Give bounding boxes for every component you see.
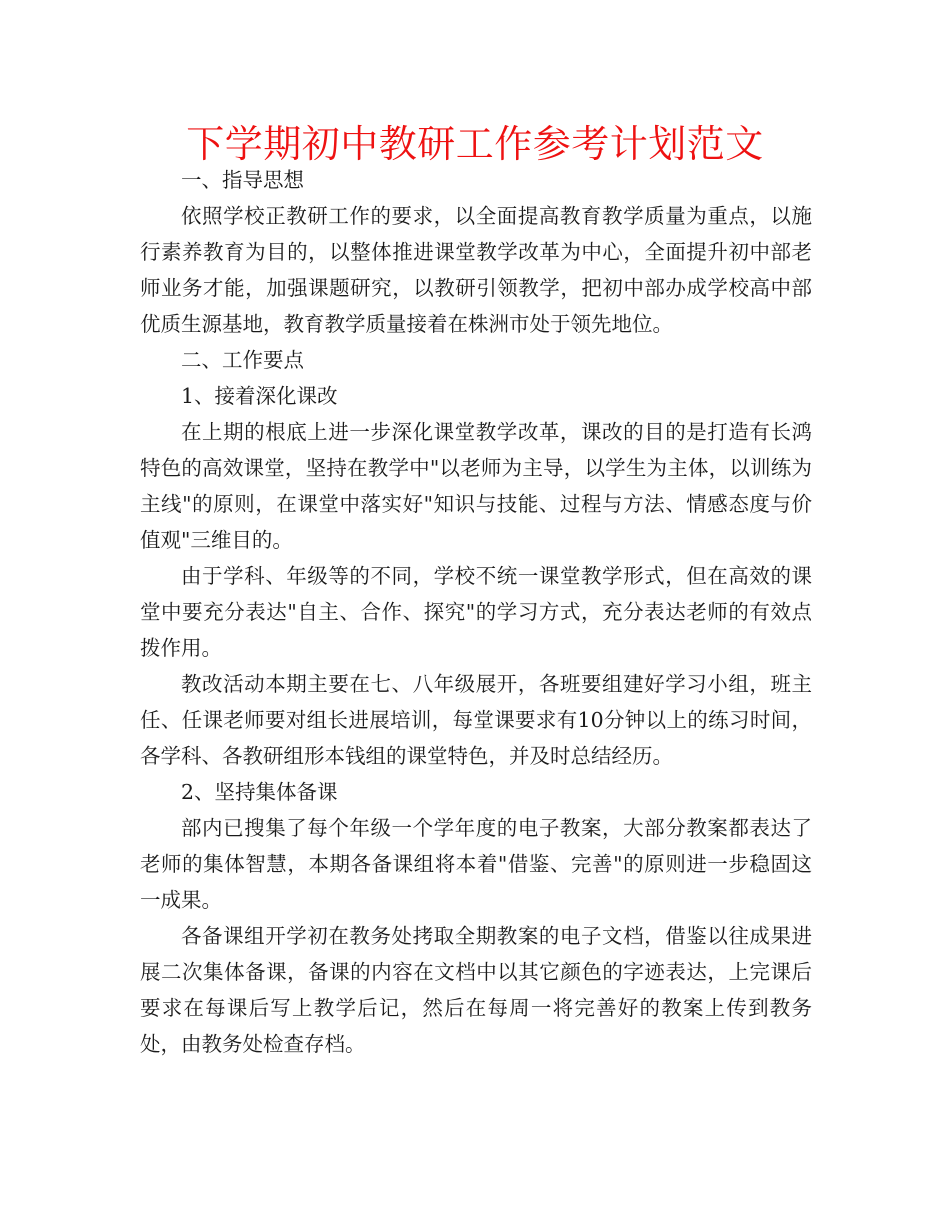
paragraph-reform-activities: 教改活动本期主要在七、八年级展开，各班要组建好学习小组，班主任、任课老师要对组长进展培训，每堂课要求有10分钟以上的练习时间，各学科、各教研组形本钱组的课堂特色，并及时总结经历。: [140, 672, 812, 768]
subheading-collective-prep: 2、坚持集体备课: [181, 780, 338, 804]
section-heading-work-points: 二、工作要点: [181, 348, 304, 372]
paragraph-deepen-reform: 在上期的根底上进一步深化课堂教学改革，课改的目的是打造有长鸿特色的高效课堂，坚持在教学中"以老师为主导，以学生为主体，以训练为主线"的原则，在课堂中落实好"知识与技能、过程与方法、情感态度与价值观"三维目的。: [140, 420, 812, 552]
document-title: 下学期初中教研工作参考计划范文: [186, 122, 764, 166]
section-heading-guiding-ideology: 一、指导思想: [181, 168, 304, 192]
paragraph-guiding-ideology: 依照学校正教研工作的要求，以全面提高教育教学质量为重点，以施行素养教育为目的，以整体推进课堂教学改革为中心，全面提升初中部老师业务才能，加强课题研究，以教研引领教学，把初中部办成学校高中部优质生源基地，教育教学质量接着在株洲市处于领先地位。: [140, 204, 812, 336]
paragraph-teaching-forms: 由于学科、年级等的不同，学校不统一课堂教学形式，但在高效的课堂中要充分表达"自主、合作、探究"的学习方式，充分表达老师的有效点拨作用。: [140, 564, 812, 660]
paragraph-electronic-plans: 部内已搜集了每个年级一个学年度的电子教案，大部分教案都表达了老师的集体智慧，本期各备课组将本着"借鉴、完善"的原则进一步稳固这一成果。: [140, 816, 812, 912]
subheading-deepen-reform: 1、接着深化课改: [181, 384, 338, 408]
paragraph-prep-groups: 各备课组开学初在教务处拷取全期教案的电子文档，借鉴以往成果进展二次集体备课，备课的内容在文档中以其它颜色的字迹表达，上完课后要求在每课后写上教学后记，然后在每周一将完善好的教案上传到教务处，由教务处检查存档。: [140, 924, 812, 1056]
document-body: [140, 162, 812, 1062]
